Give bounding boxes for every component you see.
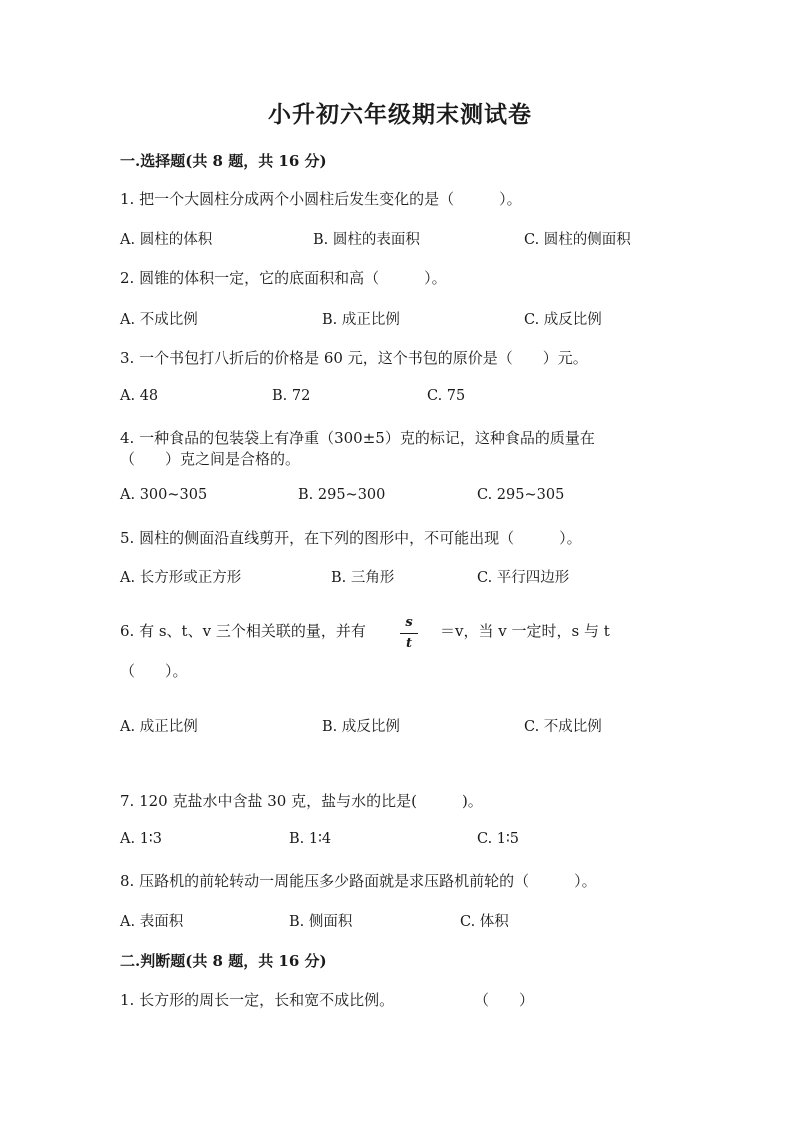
q1-option-a: A. 圆柱的体积 bbox=[120, 232, 213, 248]
fraction-numerator: s bbox=[405, 615, 413, 630]
q8-option-b: B. 侧面积 bbox=[289, 914, 353, 930]
question-2: 2. 圆锥的体积一定，它的底面积和高（ ）。 bbox=[120, 269, 447, 287]
judgment-1: 1. 长方形的周长一定，长和宽不成比例。 bbox=[120, 991, 395, 1009]
question-5: 5. 圆柱的侧面沿直线剪开，在下列的图形中，不可能出现（ ）。 bbox=[120, 529, 582, 547]
question-8: 8. 压路机的前轮转动一周能压多少路面就是求压路机前轮的（ ）。 bbox=[120, 872, 597, 890]
section-heading-choice: 一.选择题(共 8 题，共 16 分) bbox=[120, 152, 327, 170]
section-heading-judgment: 二.判断题(共 8 题，共 16 分) bbox=[120, 952, 327, 970]
q7-option-c: C. 1∶5 bbox=[477, 831, 520, 847]
q4-option-a: A. 300~305 bbox=[120, 487, 208, 503]
question-3: 3. 一个书包打八折后的价格是 60 元，这个书包的原价是（ ）元。 bbox=[120, 349, 588, 367]
q1-option-c: C. 圆柱的侧面积 bbox=[524, 232, 631, 248]
q1-option-b: B. 圆柱的表面积 bbox=[313, 232, 420, 248]
judgment-1-answer-parens: （ ） bbox=[474, 991, 535, 1009]
q7-option-b: B. 1∶4 bbox=[289, 831, 332, 847]
q5-option-b: B. 三角形 bbox=[331, 570, 395, 586]
question-4-line-2: （ ）克之间是合格的。 bbox=[120, 450, 301, 468]
question-6-line-2: （ ）。 bbox=[120, 662, 188, 680]
q6-option-b: B. 成反比例 bbox=[322, 719, 400, 735]
question-1: 1. 把一个大圆柱分成两个小圆柱后发生变化的是（ ）。 bbox=[120, 190, 522, 208]
fraction-bar bbox=[400, 633, 418, 634]
q6-option-c: C. 不成比例 bbox=[524, 719, 602, 735]
q3-option-a: A. 48 bbox=[120, 388, 159, 404]
q5-option-a: A. 长方形或正方形 bbox=[120, 570, 242, 586]
q4-option-c: C. 295~305 bbox=[477, 487, 565, 503]
q2-option-a: A. 不成比例 bbox=[120, 312, 198, 328]
question-6-part-1: 6. 有 s、t、v 三个相关联的量，并有 bbox=[120, 622, 366, 640]
q2-option-c: C. 成反比例 bbox=[524, 312, 602, 328]
q3-option-b: B. 72 bbox=[272, 388, 311, 404]
q6-option-a: A. 成正比例 bbox=[120, 719, 198, 735]
fraction-s-over-t bbox=[400, 616, 418, 650]
fraction-denominator: t bbox=[405, 636, 412, 651]
q2-option-b: B. 成正比例 bbox=[322, 312, 400, 328]
q8-option-a: A. 表面积 bbox=[120, 914, 184, 930]
q3-option-c: C. 75 bbox=[427, 388, 466, 404]
question-4-line-1: 4. 一种食品的包装袋上有净重（300±5）克的标记，这种食品的质量在 bbox=[120, 429, 595, 447]
q4-option-b: B. 295~300 bbox=[298, 487, 386, 503]
question-7: 7. 120 克盐水中含盐 30 克，盐与水的比是( )。 bbox=[120, 792, 483, 810]
q8-option-c: C. 体积 bbox=[460, 914, 509, 930]
q5-option-c: C. 平行四边形 bbox=[477, 570, 570, 586]
question-6-part-2: ＝v，当 v 一定时，s 与 t bbox=[440, 622, 610, 640]
page-title: 小升初六年级期末测试卷 bbox=[268, 101, 532, 128]
q7-option-a: A. 1∶3 bbox=[120, 831, 162, 847]
